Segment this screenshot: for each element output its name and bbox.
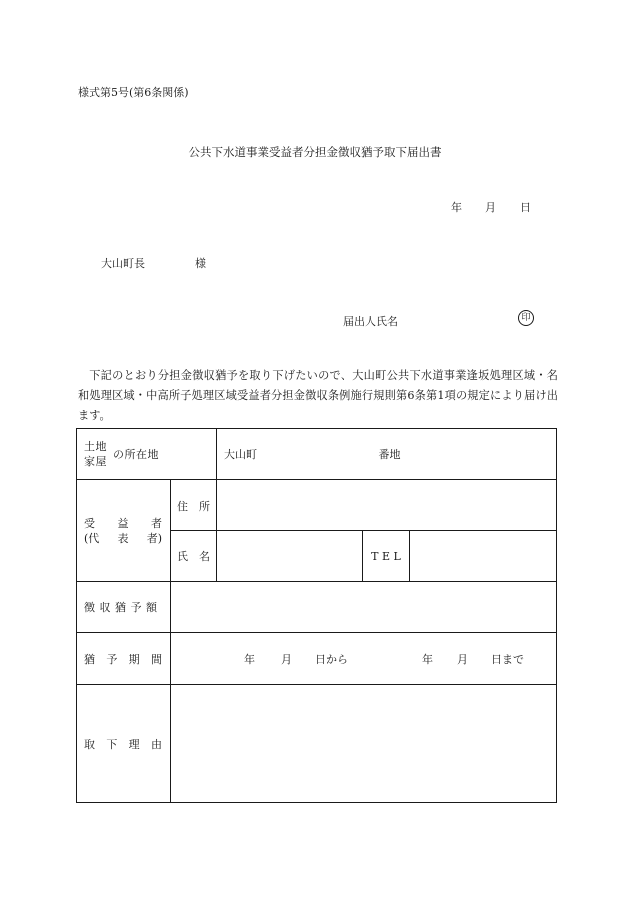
period-label: 猶 予 期 間 (84, 652, 162, 666)
amount-row (77, 582, 557, 633)
address-input-cell[interactable] (217, 480, 557, 531)
tel-label: T E L (363, 531, 410, 582)
period-start-month: 月 (281, 653, 292, 666)
address-label-cell: 住 所 (171, 480, 217, 531)
land-label: 土地 (84, 440, 107, 453)
reason-label-cell (77, 685, 171, 803)
location-label-cell (77, 429, 217, 480)
seal-mark: 印 (518, 310, 534, 326)
name-label-cell: 氏 名 (171, 531, 217, 582)
house-label: 家屋 (84, 455, 107, 468)
period-end-year: 年 (422, 653, 433, 666)
beneficiary-label: 受 益 者 (84, 516, 162, 530)
location-row (77, 429, 557, 480)
amount-label: 徴 収 猶 予 額 (77, 582, 171, 633)
land-house-label (84, 439, 107, 469)
applicant-name-label: 届出人氏名 (343, 315, 398, 328)
addressee-name: 大山町長 (101, 257, 145, 270)
period-end-month: 月 (457, 653, 468, 666)
date-year-label: 年 (451, 201, 462, 214)
period-start-year: 年 (244, 653, 255, 666)
date-day-label: 日 (520, 201, 531, 214)
period-start-day: 日から (315, 653, 348, 666)
document-title: 公共下水道事業受益者分担金徴収猶予取下届出書 (188, 145, 442, 159)
reason-label: 取 下 理 由 (84, 737, 162, 751)
reason-row (77, 685, 557, 803)
banchi-label: 番地 (378, 448, 401, 461)
addressee-honorific: 様 (195, 257, 206, 270)
period-end-day: 日まで (491, 653, 524, 666)
beneficiary-address-row (77, 480, 557, 531)
date-month-label: 月 (485, 201, 496, 214)
name-input-cell[interactable] (217, 531, 363, 582)
representative-label: (代 表 者) (84, 531, 162, 545)
location-suffix: の所在地 (113, 448, 159, 461)
form-table (76, 428, 557, 803)
location-value-cell[interactable] (217, 429, 557, 480)
reason-input-cell[interactable] (171, 685, 557, 803)
beneficiary-label-cell (77, 480, 171, 582)
body-text (78, 366, 558, 426)
form-number: 様式第5号(第6条関係) (78, 86, 189, 99)
period-row (77, 633, 557, 685)
amount-input-cell[interactable] (171, 582, 557, 633)
body-paragraph: 下記のとおり分担金徴収猶予を取り下げたいので、大山町公共下水道事業逢坂処理区域・名和処理区域・中高所子処理区域受益者分担金徴収条例施行規則第6条第1項の規定により届け出ます。 (78, 369, 558, 422)
period-label-cell (77, 633, 171, 685)
town-name: 大山町 (224, 448, 257, 461)
period-input-cell[interactable] (171, 633, 557, 685)
tel-input-cell[interactable] (410, 531, 557, 582)
